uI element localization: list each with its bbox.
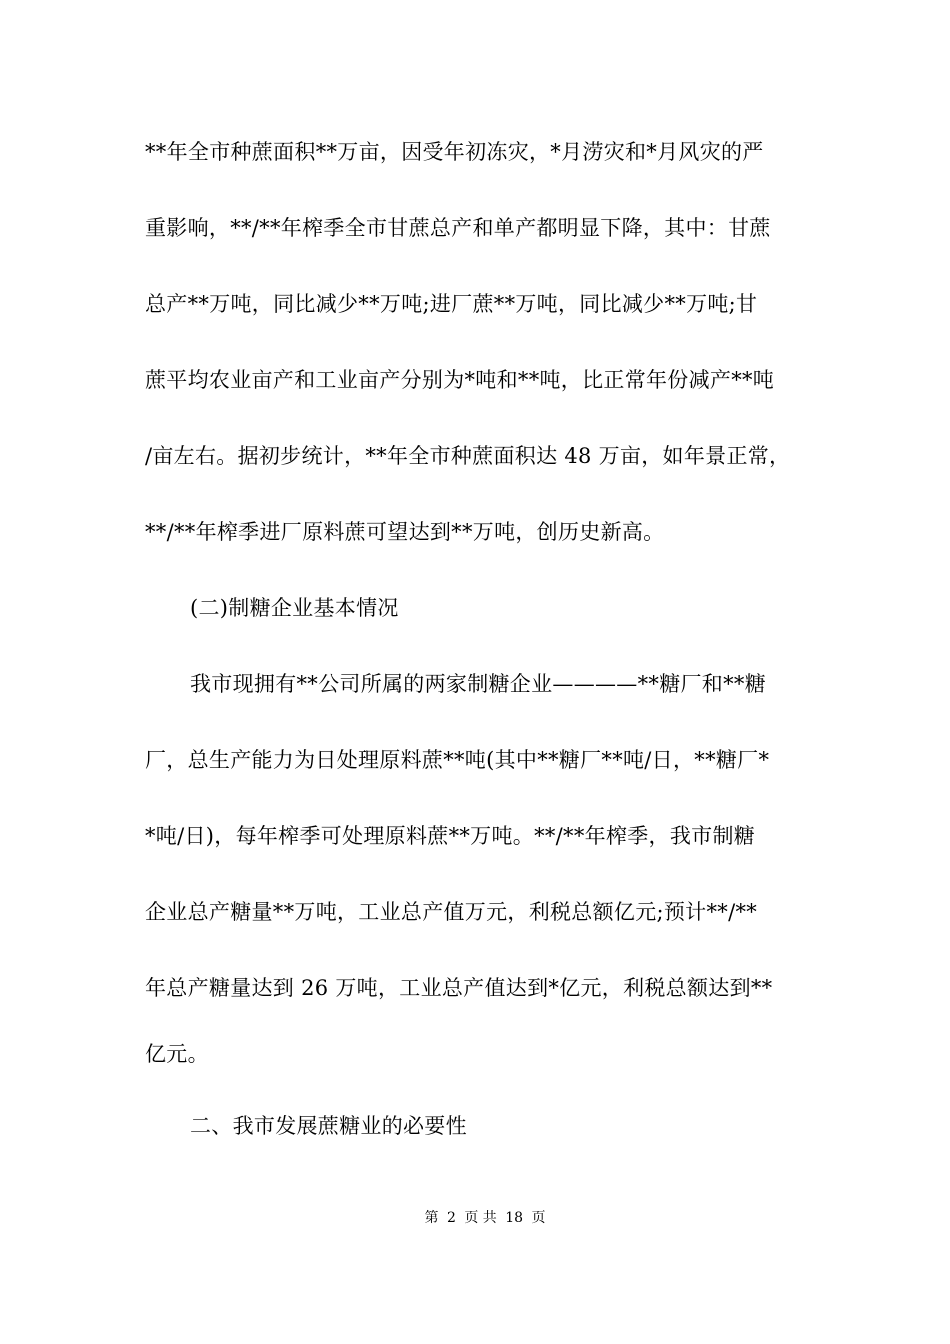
paragraph-line: *吨/日)，每年榨季可处理原料蔗**万吨。**/**年榨季，我市制糖	[145, 824, 756, 848]
paragraph-line: /亩左右。据初步统计，**年全市种蔗面积达 48 万亩，如年景正常，	[145, 444, 791, 468]
paragraph-line: 我市现拥有**公司所属的两家制糖企业————**糖厂和**糖	[190, 672, 766, 696]
section-heading: 二、我市发展蔗糖业的必要性	[190, 1114, 467, 1138]
paragraph-line: 重影响，**/**年榨季全市甘蔗总产和单产都明显下降，其中：甘蔗	[145, 216, 771, 240]
footer-suffix: 页	[531, 1210, 546, 1226]
footer-prefix: 第	[424, 1210, 439, 1226]
paragraph-line: 年总产糖量达到 26 万吨，工业总产值达到*亿元，利税总额达到**	[145, 976, 773, 1000]
footer-middle: 页 共	[464, 1210, 497, 1226]
paragraph-line: 总产**万吨，同比减少**万吨;进厂蔗**万吨，同比减少**万吨;甘	[145, 292, 758, 316]
paragraph-line: **/**年榨季进厂原料蔗可望达到**万吨，创历史新高。	[145, 520, 665, 544]
current-page-number: 2	[446, 1210, 456, 1226]
total-page-count: 18	[505, 1210, 524, 1226]
paragraph-line: 蔗平均农业亩产和工业亩产分别为*吨和**吨，比正常年份减产**吨	[145, 368, 775, 392]
paragraph-line: 厂，总生产能力为日处理原料蔗**吨(其中**糖厂**吨/日，**糖厂*	[145, 748, 770, 772]
paragraph-line: 企业总产糖量**万吨，工业总产值万元，利税总额亿元;预计**/**	[145, 900, 758, 924]
paragraph-line: 亿元。	[145, 1042, 209, 1066]
paragraph-line: **年全市种蔗面积**万亩，因受年初冻灾，*月涝灾和*月风灾的严	[145, 140, 764, 164]
section-heading: (二)制糖企业基本情况	[190, 596, 399, 620]
page-footer	[0, 1208, 950, 1228]
